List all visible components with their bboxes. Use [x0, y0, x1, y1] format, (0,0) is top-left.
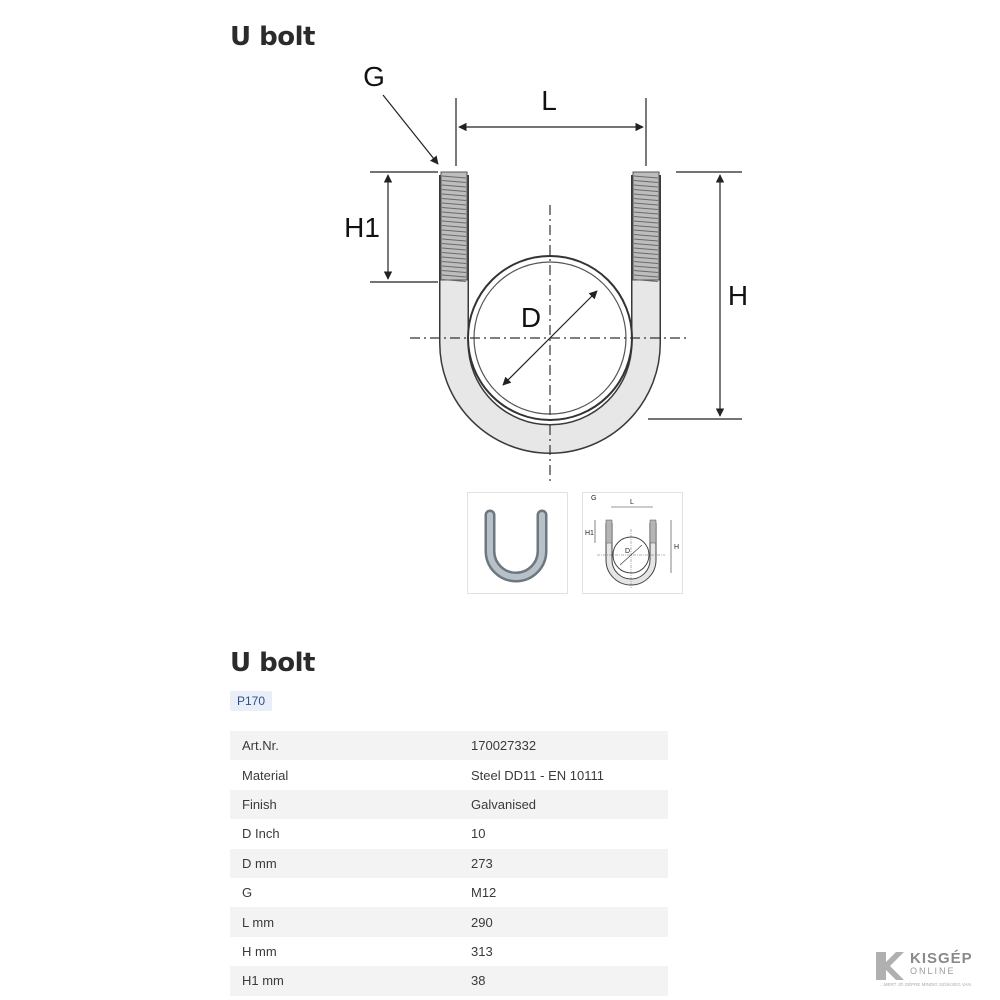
u-bolt-photo-image — [468, 493, 567, 593]
label-h: H — [727, 280, 749, 311]
spec-value: 38 — [471, 973, 486, 989]
spec-value: 10 — [471, 826, 486, 842]
spec-value: 273 — [471, 855, 493, 871]
spec-value: 290 — [471, 914, 493, 930]
spec-row — [230, 760, 668, 789]
logo-slogan: ...MERT JÓ GÉPRE MINDIG SZÜKSÉG VAN. — [880, 982, 973, 987]
u-bolt-drawing-image — [583, 493, 682, 593]
spec-value: 313 — [471, 943, 493, 959]
spec-row — [230, 819, 668, 848]
kisgep-logo — [866, 942, 994, 996]
spec-label: D mm — [242, 855, 277, 871]
spec-label: G — [242, 885, 253, 901]
thumbnail-photo[interactable] — [467, 492, 568, 594]
thumbnail-drawing[interactable] — [582, 492, 683, 594]
label-g: G — [363, 61, 385, 92]
label-d: D — [520, 302, 542, 333]
spec-row — [230, 966, 668, 995]
spec-value: 170027332 — [471, 738, 537, 754]
logo-name: KISGÉP — [910, 950, 973, 967]
logo-sub: ONLINE — [910, 966, 956, 976]
label-l: L — [541, 85, 557, 116]
product-title: U bolt — [230, 648, 315, 678]
thumb-label-l: L — [630, 499, 634, 506]
spec-value: Galvanised — [471, 796, 537, 812]
spec-table — [230, 731, 668, 996]
spec-label: H1 mm — [242, 973, 284, 989]
left-thread — [441, 172, 467, 282]
spec-row — [230, 907, 668, 936]
spec-label: H mm — [242, 943, 277, 959]
thumb-label-d: D — [625, 548, 631, 555]
logo-mark-icon — [872, 948, 908, 984]
dimension-g — [383, 95, 438, 164]
right-thread — [633, 172, 659, 282]
spec-row — [230, 790, 668, 819]
page-title: U bolt — [230, 22, 315, 52]
thumb-label-h1: H1 — [585, 530, 594, 537]
spec-label: Material — [242, 767, 289, 783]
spec-row — [230, 731, 668, 760]
spec-label: L mm — [242, 914, 275, 930]
thumb-label-h: H — [674, 544, 680, 551]
spec-value: M12 — [471, 885, 497, 901]
thumb-label-g: G — [591, 495, 597, 502]
dimension-h1 — [370, 172, 438, 282]
spec-row — [230, 849, 668, 878]
spec-value: Steel DD11 - EN 10111 — [471, 767, 604, 783]
spec-row — [230, 937, 668, 966]
spec-row — [230, 878, 668, 907]
product-code-badge: P170 — [230, 691, 272, 711]
u-bolt-diagram — [330, 60, 770, 490]
label-h1: H1 — [344, 212, 380, 243]
spec-label: Art.Nr. — [242, 738, 279, 754]
spec-label: Finish — [242, 796, 277, 812]
spec-label: D Inch — [242, 826, 280, 842]
